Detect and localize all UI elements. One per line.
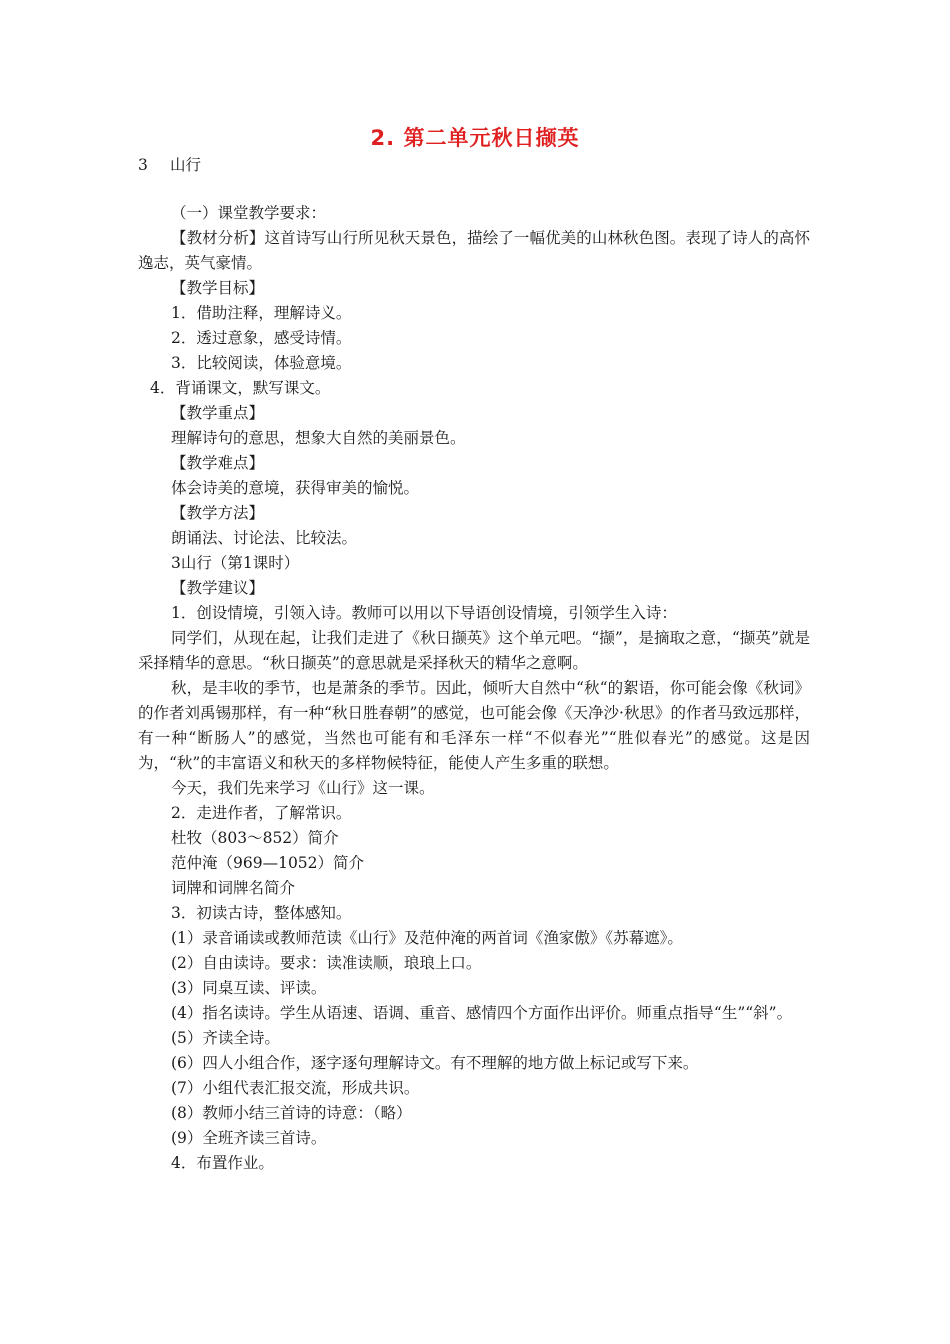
paragraph: （一）课堂教学要求： [171,204,327,222]
list-item: 2．透过意象，感受诗情。 [171,329,352,347]
paragraph: 体会诗美的意境，获得审美的愉悦。 [171,479,420,497]
list-item: 3．比较阅读，体验意境。 [171,354,352,372]
paragraph: 今天，我们先来学习《山行》这一课。 [171,779,435,797]
lesson-heading [138,153,201,175]
paragraph: 词牌和词牌名简介 [171,879,296,897]
list-item: (1）录音诵读或教师范读《山行》及范仲淹的两首词《渔家傲》《苏幕遮》。 [171,929,683,947]
paragraph: 理解诗句的意思，想象大自然的美丽景色。 [171,429,466,447]
paragraph: 秋，是丰收的季节，也是萧条的季节。因此，倾听大自然中“秋“的絮语，你可能会像《秋词》的作者刘禹锡那样，有一种“秋日胜春朝”的感觉，也可能会像《天净沙·秋思》的作者马致远那样，有一种“断肠人”的感觉，当然也可能有和毛泽东一样“不似春光”“胜似春光”的感觉。这是因为，“秋”的丰富语义和秋天的多样物候特征，能使人产生多重的联想。 [138,679,810,772]
list-item: 1．借助注释，理解诗义。 [171,304,352,322]
list-item: 1．创设情境，引领入诗。教师可以用以下导语创设情境，引领学生入诗： [171,604,677,622]
section-heading: 【教学方法】 [171,504,265,522]
document-title: 2. 第二单元秋日撷英 [370,126,580,150]
list-item: (9）全班齐读三首诗。 [171,1129,327,1147]
list-item: (4）指名读诗。学生从语速、语调、重音、感情四个方面作出评价。师重点指导“生”“斜”。 [171,1004,793,1022]
paragraph: 同学们，从现在起，让我们走进了《秋日撷英》这个单元吧。“撷”，是摘取之意，“撷英”就是采择精华的意思。“秋日撷英”的意思就是采择秋天的精华之意啊。 [138,629,810,672]
list-item: 4．布置作业。 [171,1154,274,1172]
paragraph: 3山行（第1课时） [171,554,300,572]
paragraph: 范仲淹（969—1052）简介 [171,854,365,872]
list-item: (6）四人小组合作，逐字逐句理解诗文。有不理解的地方做上标记或写下来。 [171,1054,699,1072]
list-item: 3．初读古诗，整体感知。 [171,904,352,922]
section-heading: 【教学目标】 [171,279,265,297]
list-item: (2）自由读诗。要求：读准读顺，琅琅上口。 [171,954,482,972]
list-item: (3）同桌互读、评读。 [171,979,327,997]
section-heading: 【教学建议】 [171,579,265,597]
list-item: 4．背诵课文，默写课文。 [150,379,331,397]
lesson-number: 3 [138,156,148,174]
lesson-title: 山行 [170,156,202,174]
document-body [138,201,810,1176]
list-item: (8）教师小结三首诗的诗意：（略） [171,1104,412,1122]
paragraph: 杜牧（803～852）简介 [171,829,339,847]
list-item: (7）小组代表汇报交流，形成共识。 [171,1079,420,1097]
section-heading: 【教学难点】 [171,454,265,472]
paragraph: 朗诵法、讨论法、比较法。 [171,529,358,547]
paragraph: 【教材分析】这首诗写山行所见秋天景色，描绘了一幅优美的山林秋色图。表现了诗人的高怀逸志，英气豪情。 [138,229,810,272]
section-heading: 【教学重点】 [171,404,265,422]
list-item: (5）齐读全诗。 [171,1029,280,1047]
list-item: 2．走进作者，了解常识。 [171,804,352,822]
